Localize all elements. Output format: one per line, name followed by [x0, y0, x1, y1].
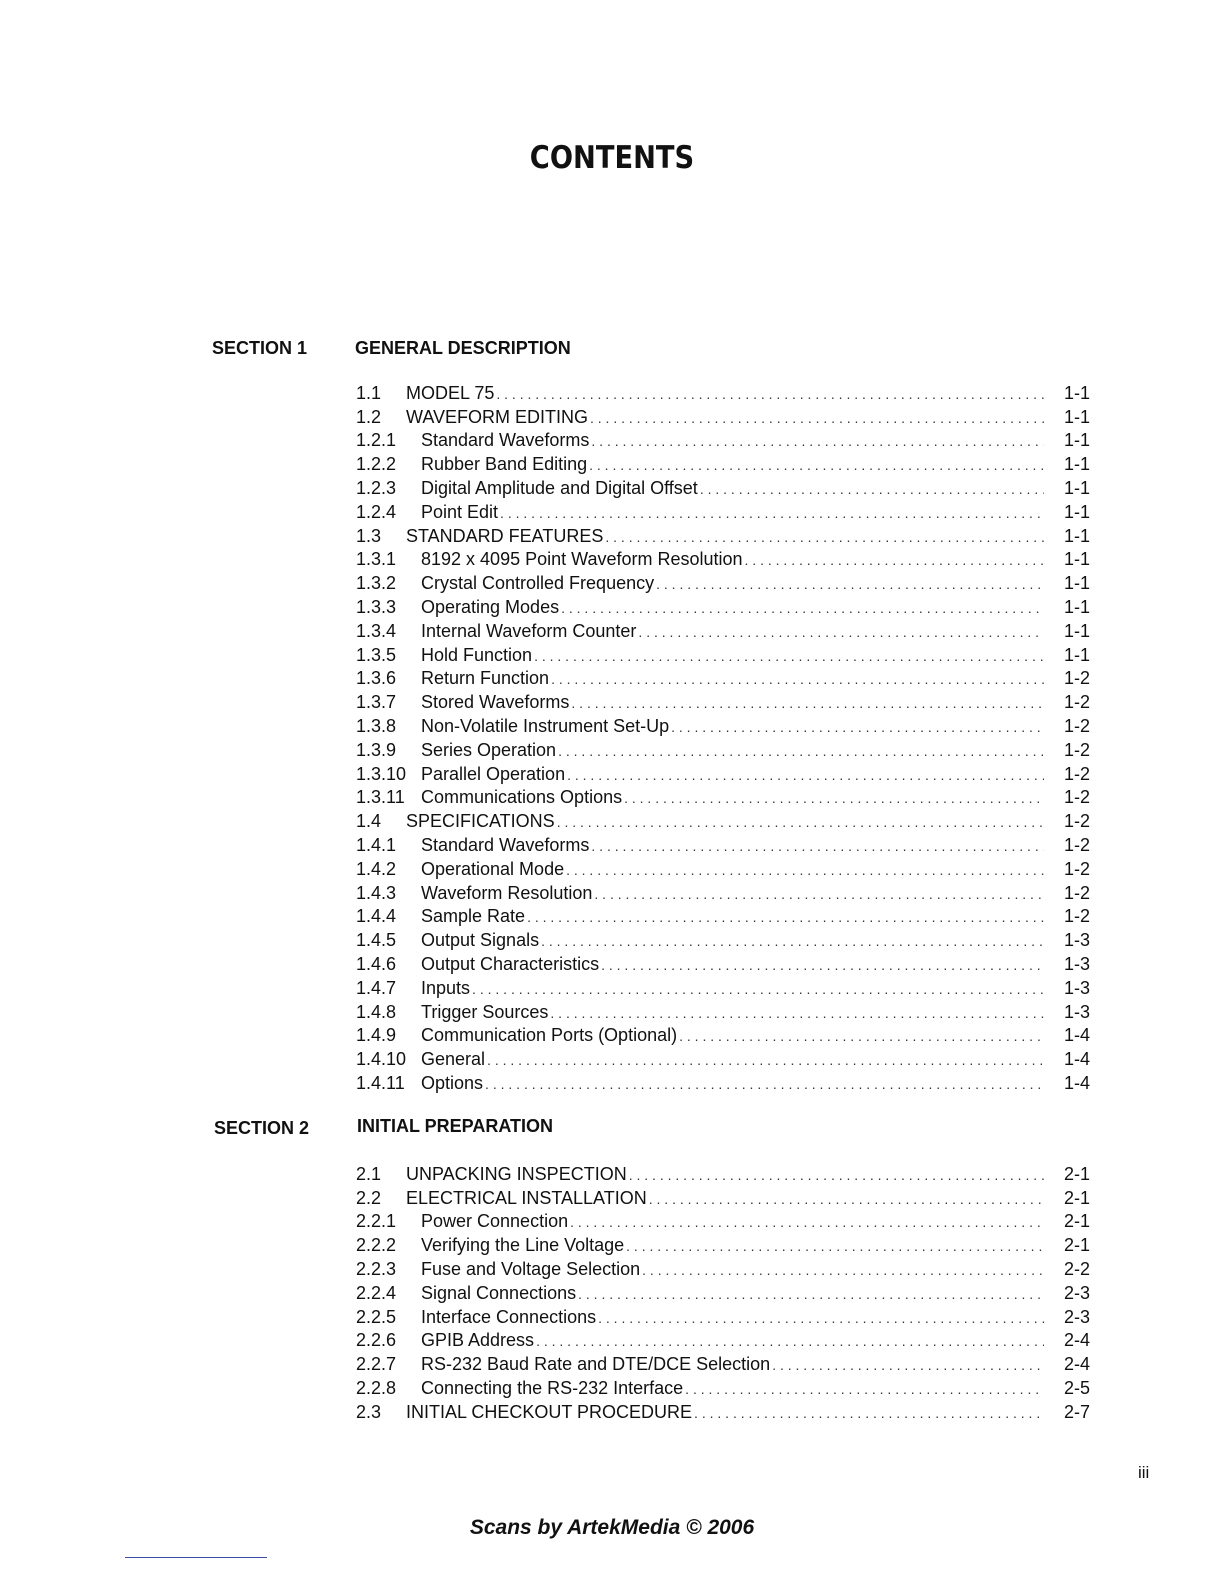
toc-entry-page: 1-1: [1063, 477, 1090, 498]
toc-entry-number: 1.4.6: [356, 953, 397, 974]
toc-entry: [356, 594, 1090, 618]
toc-entry-title: UNPACKING INSPECTION: [406, 1163, 627, 1184]
toc-entry-title: Standard Waveforms: [421, 430, 590, 451]
toc-entry: [356, 785, 1090, 809]
toc-entry-number: 1.4.10: [356, 1049, 407, 1070]
toc-entry: [356, 999, 1090, 1023]
toc-entry: [356, 1046, 1090, 1070]
toc-dot-leader: [541, 931, 1044, 951]
toc-entry-number: 1.3.7: [356, 692, 397, 713]
toc-entry-number: 1.4.8: [356, 1001, 397, 1022]
toc-entry-title: Output Signals: [421, 930, 540, 951]
toc-entry-number: 2.2: [356, 1187, 382, 1208]
toc-dot-leader: [638, 622, 1044, 642]
toc-entry: [356, 523, 1090, 547]
toc-dot-leader: [487, 1050, 1044, 1070]
toc-entry-title: Connecting the RS-232 Interface: [421, 1377, 684, 1398]
toc-entry-number: 1.4.3: [356, 882, 397, 903]
toc-entry: [356, 404, 1090, 428]
toc-entry-page: 2-7: [1063, 1401, 1090, 1422]
toc-entry: [356, 1304, 1090, 1328]
toc-entry-title: Series Operation: [421, 739, 557, 760]
toc-entry-number: 1.1: [356, 382, 382, 403]
toc-entry-page: 1-2: [1063, 834, 1090, 855]
toc-dot-leader: [557, 812, 1044, 832]
toc-entry: [356, 451, 1090, 475]
toc-entry-title: Standard Waveforms: [421, 834, 590, 855]
toc-entry-title: Crystal Controlled Frequency: [421, 573, 655, 594]
toc-entry-page: 2-1: [1063, 1235, 1090, 1256]
toc-entry-page: 1-4: [1063, 1072, 1090, 1093]
toc-entry-number: 1.4.11: [356, 1072, 405, 1093]
toc-entry-title: SPECIFICATIONS: [406, 811, 555, 832]
toc-entry: [356, 856, 1090, 880]
toc-entry-title: Signal Connections: [421, 1282, 577, 1303]
toc-entry: [356, 1351, 1090, 1375]
toc-entry-number: 1.4.1: [356, 834, 397, 855]
toc-dot-leader: [558, 741, 1044, 761]
toc-dot-leader: [656, 574, 1044, 594]
toc-entry-page: 1-1: [1063, 644, 1090, 665]
section-2-title: INITIAL PREPARATION: [357, 1116, 554, 1136]
toc-entry-number: 1.2.1: [356, 430, 397, 451]
toc-dot-leader: [571, 693, 1044, 713]
toc-entry-title: Operating Modes: [421, 596, 560, 617]
toc-entry: [356, 713, 1090, 737]
toc-dot-leader: [626, 1236, 1044, 1256]
toc-dot-leader: [649, 1189, 1044, 1209]
toc-entry: [356, 1023, 1090, 1047]
toc-dot-leader: [567, 765, 1044, 785]
toc-entry: [356, 428, 1090, 452]
toc-entry-title: WAVEFORM EDITING: [406, 406, 588, 427]
toc-entry-title: INITIAL CHECKOUT PROCEDURE: [406, 1401, 693, 1422]
toc-entry-page: 1-2: [1063, 882, 1090, 903]
toc-entry-page: 2-4: [1063, 1354, 1090, 1375]
page-number: iii: [1138, 1463, 1150, 1482]
toc-dot-leader: [500, 503, 1044, 523]
toc-entry-title: RS-232 Baud Rate and DTE/DCE Selection: [421, 1354, 771, 1375]
toc-dot-leader: [566, 860, 1044, 880]
toc-dot-leader: [536, 1331, 1044, 1351]
toc-entry-number: 2.2.6: [356, 1330, 397, 1351]
page-title: CONTENTS: [529, 140, 695, 176]
toc-dot-leader: [605, 527, 1044, 547]
toc-entry-page: 1-2: [1063, 787, 1090, 808]
toc-entry-number: 1.3.11: [356, 787, 405, 808]
toc-entry-number: 1.4.2: [356, 858, 397, 879]
toc-entry-number: 1.2.4: [356, 501, 397, 522]
toc-entry-title: Interface Connections: [421, 1306, 597, 1327]
toc-entry: [356, 1280, 1090, 1304]
toc-entry-number: 2.2.1: [356, 1211, 397, 1232]
toc-entry-number: 1.3.1: [356, 549, 397, 570]
toc-dot-leader: [589, 455, 1044, 475]
toc-entry-title: Sample Rate: [421, 906, 526, 927]
toc-entry-title: ELECTRICAL INSTALLATION: [406, 1187, 647, 1208]
toc-entry-title: Fuse and Voltage Selection: [421, 1258, 641, 1279]
toc-dot-leader: [570, 1212, 1044, 1232]
toc-entry-number: 2.2.5: [356, 1306, 397, 1327]
toc-entry: [356, 1256, 1090, 1280]
toc-entry-page: 1-3: [1063, 977, 1090, 998]
toc-entry: [356, 570, 1090, 594]
toc-entry-title: Non-Volatile Instrument Set-Up: [421, 715, 670, 736]
toc-entry: [356, 808, 1090, 832]
toc-entry-title: Output Characteristics: [421, 953, 600, 974]
toc-entry: [356, 761, 1090, 785]
section-2-label: SECTION 2: [214, 1118, 310, 1138]
toc-entry-number: 1.3.3: [356, 596, 397, 617]
toc-entry-page: 2-1: [1063, 1211, 1090, 1232]
toc-entry-title: Verifying the Line Voltage: [421, 1235, 625, 1256]
toc-entry-number: 1.2.2: [356, 454, 397, 475]
toc-entry-number: 1.4.5: [356, 930, 397, 951]
toc-entry-title: Rubber Band Editing: [421, 454, 588, 475]
toc-entry: [356, 1399, 1090, 1423]
toc-entry: [356, 689, 1090, 713]
toc-entry-page: 1-2: [1063, 811, 1090, 832]
toc-entry: [356, 880, 1090, 904]
toc-entry-number: 1.2: [356, 406, 382, 427]
toc-entry-number: 2.2.4: [356, 1282, 397, 1303]
toc-dot-leader: [624, 788, 1044, 808]
toc-dot-leader: [561, 598, 1044, 618]
toc-entry: [356, 618, 1090, 642]
toc-entry-page: 1-1: [1063, 596, 1090, 617]
toc-entry-title: Operational Mode: [421, 858, 565, 879]
toc-entry-number: 1.3.9: [356, 739, 397, 760]
section-1-toc-list: [356, 380, 1090, 1094]
footer-rule: [125, 1557, 267, 1558]
toc-entry-title: Digital Amplitude and Digital Offset: [421, 477, 698, 498]
toc-entry: [356, 1328, 1090, 1352]
toc-entry-page: 1-1: [1063, 525, 1090, 546]
toc-entry-title: Waveform Resolution: [421, 882, 593, 903]
toc-dot-leader: [629, 1165, 1044, 1185]
toc-entry-page: 2-3: [1063, 1282, 1090, 1303]
toc-entry-title: Hold Function: [421, 644, 533, 665]
toc-entry-title: 8192 x 4095 Point Waveform Resolution: [421, 549, 743, 570]
toc-entry-number: 1.3.6: [356, 668, 397, 689]
toc-entry: [356, 904, 1090, 928]
toc-entry-title: Communications Options: [421, 787, 623, 808]
toc-entry: [356, 1375, 1090, 1399]
toc-dot-leader: [745, 550, 1044, 570]
toc-entry: [356, 975, 1090, 999]
toc-entry-number: 1.3.10: [356, 763, 407, 784]
toc-entry-page: 1-2: [1063, 668, 1090, 689]
toc-dot-leader: [694, 1403, 1044, 1423]
toc-entry-page: 1-3: [1063, 930, 1090, 951]
toc-entry-title: GPIB Address: [421, 1330, 535, 1351]
section-1-label: SECTION 1: [212, 338, 308, 358]
toc-entry-page: 2-1: [1063, 1187, 1090, 1208]
toc-entry-number: 1.4.9: [356, 1025, 397, 1046]
toc-entry: [356, 666, 1090, 690]
toc-entry-title: Internal Waveform Counter: [421, 620, 637, 641]
toc-dot-leader: [594, 884, 1044, 904]
toc-entry: [356, 380, 1090, 404]
toc-entry-number: 2.2.2: [356, 1235, 397, 1256]
toc-entry-page: 1-1: [1063, 382, 1090, 403]
toc-entry-number: 2.2.7: [356, 1354, 397, 1375]
toc-entry: [356, 927, 1090, 951]
toc-dot-leader: [485, 1074, 1044, 1094]
toc-dot-leader: [590, 408, 1044, 428]
toc-entry-page: 1-1: [1063, 549, 1090, 570]
toc-dot-leader: [685, 1379, 1044, 1399]
toc-entry-page: 1-3: [1063, 1001, 1090, 1022]
toc-entry-title: Communication Ports (Optional): [421, 1025, 678, 1046]
toc-entry-title: STANDARD FEATURES: [406, 525, 604, 546]
toc-dot-leader: [598, 1308, 1044, 1328]
toc-entry-title: Power Connection: [421, 1211, 569, 1232]
toc-entry-title: Stored Waveforms: [421, 692, 570, 713]
footer-credit: Scans by ArtekMedia © 2006: [469, 1516, 755, 1539]
toc-entry-page: 2-1: [1063, 1163, 1090, 1184]
toc-entry-page: 1-1: [1063, 620, 1090, 641]
toc-entry-page: 2-2: [1063, 1258, 1090, 1279]
toc-entry-page: 1-3: [1063, 953, 1090, 974]
toc-dot-leader: [591, 836, 1044, 856]
toc-entry: [356, 475, 1090, 499]
toc-dot-leader: [642, 1260, 1044, 1280]
toc-dot-leader: [534, 646, 1044, 666]
toc-entry-page: 1-2: [1063, 715, 1090, 736]
toc-entry: [356, 1070, 1090, 1094]
toc-entry-title: Point Edit: [421, 501, 499, 522]
toc-entry: [356, 547, 1090, 571]
toc-entry-page: 1-4: [1063, 1025, 1090, 1046]
toc-entry-number: 1.2.3: [356, 477, 397, 498]
toc-entry-page: 1-2: [1063, 692, 1090, 713]
toc-entry-page: 1-1: [1063, 501, 1090, 522]
toc-entry-number: 2.2.3: [356, 1258, 397, 1279]
toc-dot-leader: [700, 479, 1044, 499]
toc-entry-page: 2-5: [1063, 1377, 1090, 1398]
toc-dot-leader: [578, 1284, 1044, 1304]
toc-entry: [356, 499, 1090, 523]
toc-entry-number: 1.3.8: [356, 715, 397, 736]
toc-entry: [356, 1185, 1090, 1209]
toc-entry-title: MODEL 75: [406, 382, 495, 403]
toc-dot-leader: [671, 717, 1044, 737]
toc-entry-number: 1.4.4: [356, 906, 397, 927]
section-1-title: GENERAL DESCRIPTION: [355, 338, 571, 358]
toc-entry-page: 1-2: [1063, 739, 1090, 760]
toc-dot-leader: [551, 669, 1044, 689]
toc-dot-leader: [772, 1355, 1044, 1375]
toc-entry-title: General: [421, 1049, 486, 1070]
toc-entry-title: Return Function: [421, 668, 550, 689]
toc-entry-number: 2.3: [356, 1401, 382, 1422]
toc-entry-title: Options: [421, 1072, 484, 1093]
toc-dot-leader: [472, 979, 1044, 999]
toc-dot-leader: [591, 431, 1044, 451]
toc-dot-leader: [550, 1003, 1044, 1023]
toc-entry-number: 1.3.4: [356, 620, 397, 641]
toc-entry-title: Inputs: [421, 977, 471, 998]
toc-dot-leader: [496, 384, 1044, 404]
toc-entry: [356, 832, 1090, 856]
toc-entry-page: 1-1: [1063, 454, 1090, 475]
toc-entry-page: 1-2: [1063, 906, 1090, 927]
toc-entry-title: Trigger Sources: [421, 1001, 549, 1022]
toc-dot-leader: [679, 1026, 1044, 1046]
toc-entry-page: 1-2: [1063, 858, 1090, 879]
toc-entry-page: 1-1: [1063, 406, 1090, 427]
section-2-toc-list: [356, 1161, 1090, 1423]
toc-entry: [356, 737, 1090, 761]
toc-entry-page: 1-1: [1063, 430, 1090, 451]
toc-entry-number: 2.1: [356, 1163, 382, 1184]
toc-entry: [356, 642, 1090, 666]
toc-entry-page: 2-4: [1063, 1330, 1090, 1351]
toc-entry-number: 1.3.2: [356, 573, 397, 594]
toc-entry-number: 2.2.8: [356, 1377, 397, 1398]
toc-dot-leader: [527, 907, 1044, 927]
toc-entry-page: 2-3: [1063, 1306, 1090, 1327]
toc-entry-number: 1.4: [356, 811, 382, 832]
toc-entry: [356, 1209, 1090, 1233]
toc-entry-page: 1-1: [1063, 573, 1090, 594]
toc-entry-number: 1.4.7: [356, 977, 397, 998]
toc-entry-title: Parallel Operation: [421, 763, 566, 784]
toc-entry: [356, 951, 1090, 975]
toc-entry-page: 1-2: [1063, 763, 1090, 784]
toc-entry-number: 1.3: [356, 525, 382, 546]
toc-entry: [356, 1161, 1090, 1185]
toc-entry: [356, 1232, 1090, 1256]
toc-entry-page: 1-4: [1063, 1049, 1090, 1070]
toc-dot-leader: [601, 955, 1044, 975]
toc-entry-number: 1.3.5: [356, 644, 397, 665]
